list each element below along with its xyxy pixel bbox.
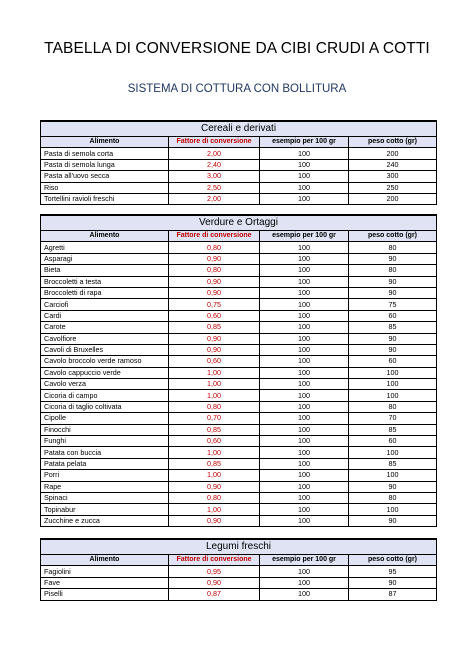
food-name-cell: Cavolo cappuccio verde: [41, 367, 169, 378]
example-weight-cell: 100: [260, 242, 349, 253]
table-row: [41, 447, 437, 458]
conversion-factor-cell: 0,85: [169, 322, 260, 333]
conversion-factor-cell: 0,80: [169, 242, 260, 253]
conversion-factor-cell: 1,00: [169, 379, 260, 390]
example-weight-cell: 100: [260, 344, 349, 355]
example-weight-cell: 100: [260, 492, 349, 503]
conversion-factor-cell: 0,80: [169, 492, 260, 503]
cooked-weight-cell: 60: [349, 436, 437, 447]
cooked-weight-cell: 85: [349, 458, 437, 469]
conversion-factor-cell: 3,00: [169, 171, 260, 182]
example-weight-cell: 100: [260, 424, 349, 435]
section-title-row: [41, 215, 437, 231]
cooked-weight-cell: 85: [349, 424, 437, 435]
food-name-cell: Cardi: [41, 310, 169, 321]
example-weight-cell: 100: [260, 322, 349, 333]
cooked-weight-cell: 200: [349, 148, 437, 159]
example-weight-cell: 100: [260, 171, 349, 182]
conversion-factor-cell: 1,00: [169, 470, 260, 481]
cooked-weight-cell: 87: [349, 589, 437, 600]
table-row: [41, 401, 437, 412]
example-weight-cell: 100: [260, 159, 349, 170]
table-row: [41, 299, 437, 310]
table-row: [41, 504, 437, 515]
food-name-cell: Cicoria di campo: [41, 390, 169, 401]
table-row: [41, 492, 437, 503]
conversion-factor-cell: 0,80: [169, 401, 260, 412]
col-header-peso: peso cotto (gr): [349, 555, 437, 566]
example-weight-cell: 100: [260, 379, 349, 390]
table-row: [41, 322, 437, 333]
conversion-factor-cell: 0,90: [169, 276, 260, 287]
conversion-factor-cell: 0,80: [169, 265, 260, 276]
column-header-row: [41, 231, 437, 242]
example-weight-cell: 100: [260, 148, 349, 159]
col-header-fattore: Fattore di conversione: [169, 555, 260, 566]
food-name-cell: Bieta: [41, 265, 169, 276]
table-row: [41, 566, 437, 577]
conversion-factor-cell: 0,60: [169, 356, 260, 367]
food-name-cell: Cipolle: [41, 413, 169, 424]
cooked-weight-cell: 100: [349, 447, 437, 458]
cooked-weight-cell: 80: [349, 265, 437, 276]
conversion-factor-cell: 1,00: [169, 447, 260, 458]
table-row: [41, 276, 437, 287]
table-row: [41, 379, 437, 390]
food-name-cell: Topinabur: [41, 504, 169, 515]
cooked-weight-cell: 60: [349, 310, 437, 321]
cooked-weight-cell: 95: [349, 566, 437, 577]
cooked-weight-cell: 80: [349, 401, 437, 412]
food-name-cell: Funghi: [41, 436, 169, 447]
conversion-factor-cell: 2,40: [169, 159, 260, 170]
cooked-weight-cell: 90: [349, 276, 437, 287]
food-name-cell: Finocchi: [41, 424, 169, 435]
section-title-row: [41, 121, 437, 137]
table-row: [41, 589, 437, 600]
cooked-weight-cell: 100: [349, 367, 437, 378]
table-row: [41, 193, 437, 204]
table-row: [41, 148, 437, 159]
table-row: [41, 344, 437, 355]
table-row: [41, 436, 437, 447]
example-weight-cell: 100: [260, 577, 349, 588]
food-name-cell: Porri: [41, 470, 169, 481]
food-name-cell: Riso: [41, 182, 169, 193]
cooked-weight-cell: 100: [349, 504, 437, 515]
conversion-factor-cell: 1,00: [169, 504, 260, 515]
cooked-weight-cell: 200: [349, 193, 437, 204]
section-title-row: [41, 539, 437, 555]
example-weight-cell: 100: [260, 333, 349, 344]
col-header-alimento: Alimento: [41, 231, 169, 242]
cooked-weight-cell: 90: [349, 344, 437, 355]
example-weight-cell: 100: [260, 253, 349, 264]
example-weight-cell: 100: [260, 182, 349, 193]
table-row: [41, 367, 437, 378]
conversion-factor-cell: 0,85: [169, 424, 260, 435]
conversion-factor-cell: 1,00: [169, 367, 260, 378]
cooked-weight-cell: 75: [349, 299, 437, 310]
example-weight-cell: 100: [260, 447, 349, 458]
conversion-factor-cell: 0,85: [169, 458, 260, 469]
table-row: [41, 265, 437, 276]
cooked-weight-cell: 100: [349, 390, 437, 401]
table-row: [41, 242, 437, 253]
conversion-factor-cell: 2,50: [169, 182, 260, 193]
table-legumi: [40, 538, 437, 601]
table-row: [41, 424, 437, 435]
example-weight-cell: 100: [260, 481, 349, 492]
table-row: [41, 333, 437, 344]
example-weight-cell: 100: [260, 515, 349, 526]
food-name-cell: Patata con buccia: [41, 447, 169, 458]
example-weight-cell: 100: [260, 299, 349, 310]
food-name-cell: Patata pelata: [41, 458, 169, 469]
table-row: [41, 171, 437, 182]
conversion-factor-cell: 0,90: [169, 333, 260, 344]
cooked-weight-cell: 90: [349, 577, 437, 588]
cooked-weight-cell: 85: [349, 322, 437, 333]
col-header-esempio: esempio per 100 gr: [260, 555, 349, 566]
example-weight-cell: 100: [260, 504, 349, 515]
food-name-cell: Carote: [41, 322, 169, 333]
table-row: [41, 515, 437, 526]
table-row: [41, 390, 437, 401]
conversion-factor-cell: 0,87: [169, 589, 260, 600]
conversion-factor-cell: 0,90: [169, 515, 260, 526]
cooked-weight-cell: 90: [349, 287, 437, 298]
food-name-cell: Broccoletti a testa: [41, 276, 169, 287]
food-name-cell: Cavolo verza: [41, 379, 169, 390]
example-weight-cell: 100: [260, 458, 349, 469]
conversion-factor-cell: 2,00: [169, 148, 260, 159]
food-name-cell: Pasta di semola corta: [41, 148, 169, 159]
table-row: [41, 159, 437, 170]
conversion-factor-cell: 0,90: [169, 577, 260, 588]
food-name-cell: Cavolfiore: [41, 333, 169, 344]
cooked-weight-cell: 100: [349, 379, 437, 390]
col-header-peso: peso cotto (gr): [349, 231, 437, 242]
cooked-weight-cell: 80: [349, 242, 437, 253]
section-title: Cereali e derivati: [41, 121, 437, 137]
conversion-factor-cell: 0,90: [169, 253, 260, 264]
food-name-cell: Agretti: [41, 242, 169, 253]
conversion-factor-cell: 1,00: [169, 390, 260, 401]
table-row: [41, 577, 437, 588]
food-name-cell: Asparagi: [41, 253, 169, 264]
table-row: [41, 481, 437, 492]
food-name-cell: Cavoli di Bruxelles: [41, 344, 169, 355]
conversion-factor-cell: 0,75: [169, 299, 260, 310]
page-title: TABELLA DI CONVERSIONE DA CIBI CRUDI A COTTI: [44, 40, 430, 57]
food-name-cell: Fagiolini: [41, 566, 169, 577]
col-header-peso: peso cotto (gr): [349, 137, 437, 148]
table-row: [41, 310, 437, 321]
page-subtitle: SISTEMA DI COTTURA CON BOLLITURA: [127, 83, 347, 95]
col-header-alimento: Alimento: [41, 137, 169, 148]
table-row: [41, 356, 437, 367]
col-header-fattore: Fattore di conversione: [169, 137, 260, 148]
food-name-cell: Broccoletti di rapa: [41, 287, 169, 298]
table-verdure: [40, 214, 437, 527]
food-name-cell: Pasta all'uovo secca: [41, 171, 169, 182]
conversion-factor-cell: 0,95: [169, 566, 260, 577]
conversion-factor-cell: 0,60: [169, 310, 260, 321]
food-name-cell: Spinaci: [41, 492, 169, 503]
food-name-cell: Piselli: [41, 589, 169, 600]
column-header-row: [41, 555, 437, 566]
col-header-fattore: Fattore di conversione: [169, 231, 260, 242]
table-cereali: [40, 120, 437, 205]
cooked-weight-cell: 90: [349, 333, 437, 344]
cooked-weight-cell: 250: [349, 182, 437, 193]
conversion-factor-cell: 0,90: [169, 344, 260, 355]
table-row: [41, 413, 437, 424]
food-name-cell: Carciofi: [41, 299, 169, 310]
example-weight-cell: 100: [260, 265, 349, 276]
col-header-esempio: esempio per 100 gr: [260, 137, 349, 148]
cooked-weight-cell: 90: [349, 253, 437, 264]
example-weight-cell: 100: [260, 436, 349, 447]
food-name-cell: Cicoria di taglio coltivata: [41, 401, 169, 412]
conversion-factor-cell: 0,90: [169, 287, 260, 298]
cooked-weight-cell: 60: [349, 356, 437, 367]
cooked-weight-cell: 100: [349, 470, 437, 481]
example-weight-cell: 100: [260, 367, 349, 378]
conversion-factor-cell: 0,70: [169, 413, 260, 424]
example-weight-cell: 100: [260, 310, 349, 321]
example-weight-cell: 100: [260, 390, 349, 401]
table-row: [41, 182, 437, 193]
example-weight-cell: 100: [260, 287, 349, 298]
cooked-weight-cell: 240: [349, 159, 437, 170]
col-header-esempio: esempio per 100 gr: [260, 231, 349, 242]
conversion-factor-cell: 2,00: [169, 193, 260, 204]
example-weight-cell: 100: [260, 356, 349, 367]
example-weight-cell: 100: [260, 193, 349, 204]
cooked-weight-cell: 70: [349, 413, 437, 424]
table-row: [41, 253, 437, 264]
food-name-cell: Fave: [41, 577, 169, 588]
food-name-cell: Zucchine e zucca: [41, 515, 169, 526]
cooked-weight-cell: 90: [349, 515, 437, 526]
example-weight-cell: 100: [260, 470, 349, 481]
cooked-weight-cell: 300: [349, 171, 437, 182]
food-name-cell: Rape: [41, 481, 169, 492]
conversion-factor-cell: 0,60: [169, 436, 260, 447]
table-row: [41, 470, 437, 481]
section-title: Legumi freschi: [41, 539, 437, 555]
conversion-factor-cell: 0,90: [169, 481, 260, 492]
column-header-row: [41, 137, 437, 148]
table-row: [41, 287, 437, 298]
example-weight-cell: 100: [260, 566, 349, 577]
food-name-cell: Cavolo broccolo verde ramoso: [41, 356, 169, 367]
example-weight-cell: 100: [260, 401, 349, 412]
food-name-cell: Tortellini ravioli freschi: [41, 193, 169, 204]
table-row: [41, 458, 437, 469]
example-weight-cell: 100: [260, 413, 349, 424]
example-weight-cell: 100: [260, 589, 349, 600]
cooked-weight-cell: 80: [349, 492, 437, 503]
col-header-alimento: Alimento: [41, 555, 169, 566]
food-name-cell: Pasta di semola lunga: [41, 159, 169, 170]
example-weight-cell: 100: [260, 276, 349, 287]
cooked-weight-cell: 90: [349, 481, 437, 492]
section-title: Verdure e Ortaggi: [41, 215, 437, 231]
